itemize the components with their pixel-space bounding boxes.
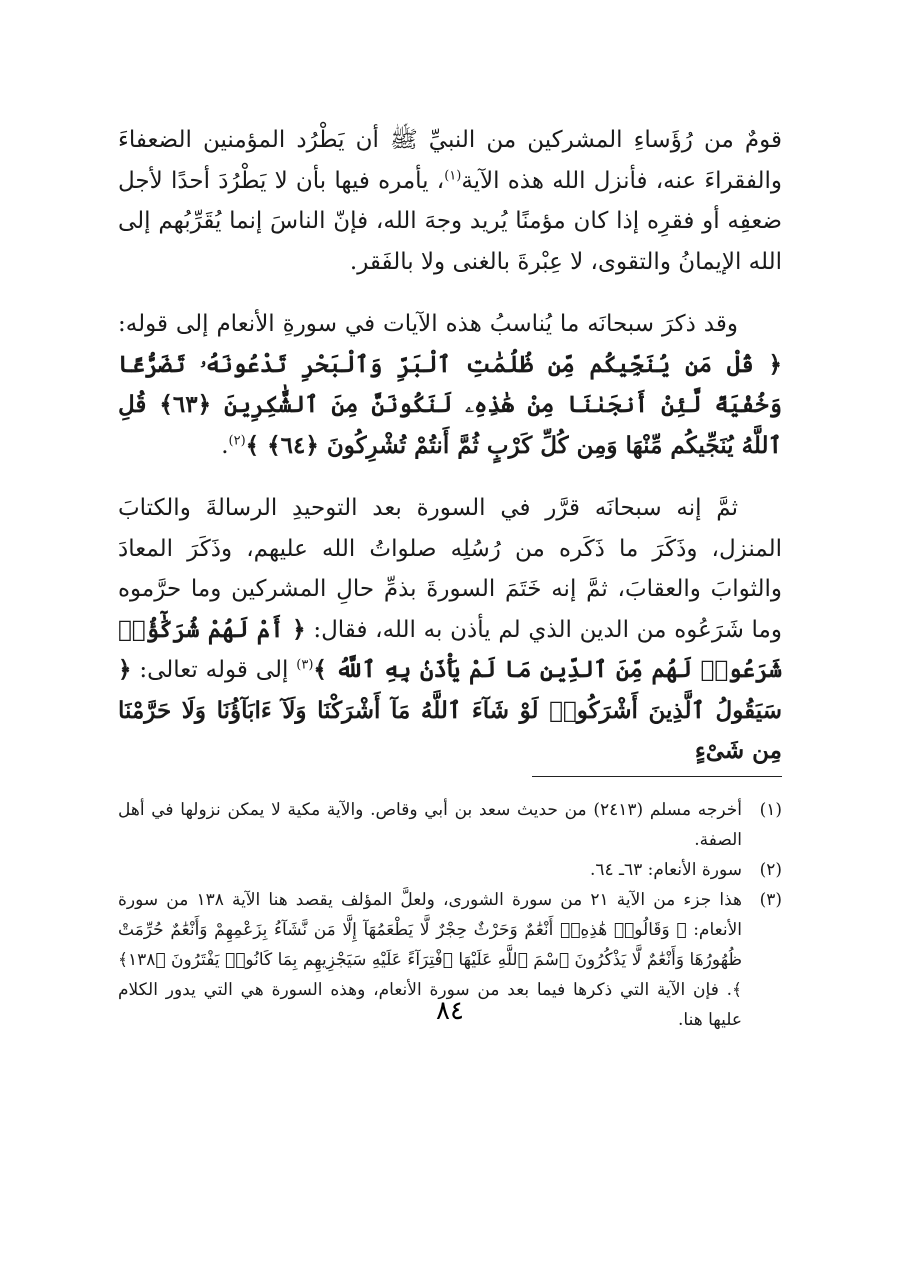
paragraph-3-text: ثمَّ إنه سبحانَه قرَّر في السورة بعد التوحيدِ الرسالةَ والكتابَ المنزل، وذَكَرَ ما ذَكَره من رُسُلِه صلواتُ الله عليهم، وذَكَرَ المعادَ والثوابَ والعقابَ، ثمَّ إنه خَتَمَ السورةَ بذمِّ حالِ المشركين وما حرَّموه وما شَرَعُوه من الدين الذي لم يأذن به الله، فقال: (118, 495, 782, 643)
paragraph-2-text: وقد ذكرَ سبحانَه ما يُناسبُ هذه الآيات في سورةِ الأنعام إلى قوله: (118, 311, 738, 337)
footnote-text: هذا جزء من الآية ٢١ من سورة الشورى، ولعلَّ المؤلف يقصد هنا الآية ١٣٨ من سورة الأنعام: ﴿ وَقَالُوا۟ هَٰذِهِۦٓ أَنْعَٰمٌ وَحَرْثٌ حِجْرٌ لَّا يَطْعَمُهَآ إِلَّا مَن نَّشَآءُ بِزَعْمِهِمْ وَأَنْعَٰمٌ حُرِّمَتْ ظُهُورُهَا وَأَنْعَٰمٌ لَّا يَذْكُرُونَ ٱسْمَ ٱللَّهِ عَلَيْهَا ٱفْتِرَآءً عَلَيْهِ سَيَجْزِيهِم بِمَا كَانُوا۟ يَفْتَرُونَ ﴿١٣٨﴾ ﴾. فإن الآية التي ذكرها فيما بعد من سورة الأنعام، وهذه السورة هي التي يدور الكلام عليها هنا. (118, 890, 743, 1030)
paragraph-1-tail: ، يأمره فيها بأن لا يَطْرُدَ أحدًا لأجل ضعفِه أو فقرِه إذا كان مؤمنًا يُريد وجهَ الله، فإنّ الناسَ إنما يُقَرِّبُهم إلى الله الإيمانُ والتقوى، لا عِبْرةَ بالغنى ولا بالفَقر. (118, 167, 782, 275)
footnote-number: (٢) (759, 860, 782, 880)
footnote-2 (118, 855, 782, 885)
quran-verse-anam-63-64: ﴿ قُلْ مَن يُنَجِّيكُم مِّن ظُلُمَٰتِ ٱلْبَرِّ وَٱلْبَحْرِ تَدْعُونَهُۥ تَضَرُّعًا وَخُفْيَةً لَّئِنْ أَنجَىٰنَا مِنْ هَٰذِهِۦ لَنَكُونَنَّ مِنَ ٱلشَّٰكِرِينَ ﴿٦٣﴾ قُلِ ٱللَّهُ يُنَجِّيكُم مِّنْهَا وَمِن كُلِّ كَرْبٍ ثُمَّ أَنتُمْ تُشْرِكُونَ ﴿٦٤﴾ ﴾ (118, 350, 782, 459)
footnote-ref-1[interactable]: (١) (444, 167, 462, 183)
paragraph-1 (118, 120, 782, 282)
quran-verse-shura-21: ﴿ أَمْ لَهُمْ شُرَكَٰٓؤُا۟ شَرَعُوا۟ لَهُم مِّنَ ٱلدِّينِ مَا لَمْ يَأْذَنۢ بِهِ ٱللَّهُ ﴾ (118, 615, 783, 683)
footnote-text: أخرجه مسلم (٢٤١٣) من حديث سعد بن أبي وقاص. والآية مكية لا يمكن نزولها في أهل الصفة. (118, 800, 743, 850)
footnote-ref-2[interactable]: (٢) (228, 432, 246, 448)
paragraph-3-tail: إلى قوله تعالى: (139, 657, 289, 683)
paragraph-2-tail: . (221, 432, 229, 459)
paragraph-1-text: قومٌ من رُؤَساءِ المشركين من النبيِّ ﷺ أن يَطْرُد المؤمنين الضعفاءَ والفقراءَ عنه، فأنزل الله هذه الآية (118, 127, 782, 194)
footnote-text: سورة الأنعام: ٦٣ـ ٦٤. (589, 860, 742, 880)
footnote-number: (١) (759, 800, 782, 820)
paragraph-3 (118, 488, 782, 772)
main-text (118, 120, 782, 772)
footnote-ref-3[interactable]: (٣) (296, 657, 314, 673)
page-number: ٨٤ (436, 996, 464, 1026)
footnote-1 (118, 795, 782, 855)
quran-verse-anam-148: ﴿ سَيَقُولُ ٱلَّذِينَ أَشْرَكُوا۟ لَوْ شَآءَ ٱللَّهُ مَآ أَشْرَكْنَا وَلَآ ءَابَآؤُنَا وَلَا حَرَّمْنَا مِن شَىْءٍ (118, 656, 782, 764)
paragraph-2 (118, 304, 782, 466)
footnote-number: (٣) (759, 890, 782, 910)
footnote-divider (532, 776, 782, 777)
